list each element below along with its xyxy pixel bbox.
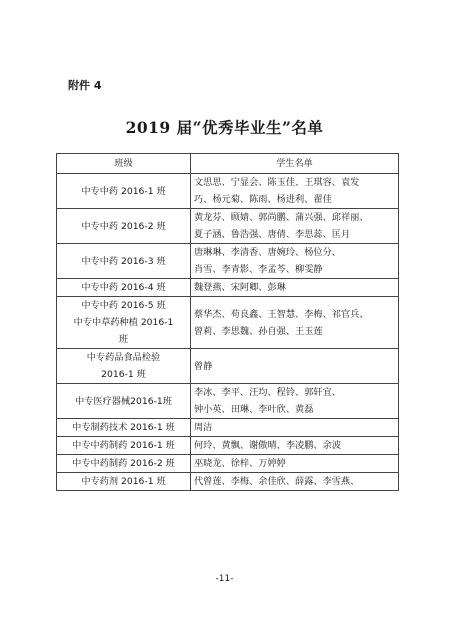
student-names-line: 肖雪、李青影、李孟芩、柳雯静 xyxy=(194,264,323,275)
student-names-line: 钟小英、田琳、李叶欣、黄磊 xyxy=(194,404,314,415)
student-names-line: 代曾莲、李梅、余佳欣、薛露、李雪燕、 xyxy=(194,476,360,487)
student-names-line: 巧、杨元菊、陈雨、杨进利、翟佳 xyxy=(194,194,332,205)
table-row xyxy=(57,174,399,209)
class-cell xyxy=(57,279,191,297)
class-line: 中专中药 2016-2 班 xyxy=(81,220,166,232)
student-names-line: 何玲、黄飘、谢傲晴、李凌鹏、余波 xyxy=(194,440,341,451)
student-names-cell xyxy=(191,455,399,473)
table-row xyxy=(57,473,399,491)
page-number: -11- xyxy=(215,574,234,584)
class-cell xyxy=(57,419,191,437)
table-row xyxy=(57,297,399,349)
class-line: 中专中药制药 2016-1 班 xyxy=(72,440,175,451)
class-line: 中专医疗器械2016-1班 xyxy=(75,395,172,407)
graduate-list-table xyxy=(56,153,399,491)
table-row xyxy=(57,209,399,244)
student-names-line: 夏子涵、鲁浩强、唐倩、李思蕊、匡月 xyxy=(194,229,351,240)
student-names-line: 曾静 xyxy=(194,360,213,372)
table-header-row xyxy=(57,154,399,174)
class-cell xyxy=(57,437,191,455)
student-names-line: 魏登燕、宋阿卿、彭琳 xyxy=(194,282,286,293)
column-header-class: 班级 xyxy=(57,154,191,174)
student-names-line: 周洁 xyxy=(194,422,213,433)
student-names-line: 李冰、李平、汪均、程铃、郭轩宜、 xyxy=(194,387,341,398)
class-line: 中专中药 2016-1 班 xyxy=(81,185,166,197)
class-line: 中专制药技术 2016-1 班 xyxy=(72,422,175,433)
class-cell xyxy=(57,473,191,491)
student-names-cell xyxy=(191,244,399,279)
student-names-line: 曾莉、李思魏、孙自强、王玉莲 xyxy=(194,325,323,337)
student-names-line: 文思思、宁显会、陈玉佳、王琪容、袁发 xyxy=(194,177,360,188)
student-names-cell xyxy=(191,384,399,419)
class-cell xyxy=(57,349,191,384)
table-row xyxy=(57,244,399,279)
class-cell xyxy=(57,244,191,279)
class-cell xyxy=(57,297,191,349)
class-cell xyxy=(57,455,191,473)
student-names-cell xyxy=(191,473,399,491)
table-row xyxy=(57,349,399,384)
table-row xyxy=(57,279,399,297)
student-names-line: 唐琳琳、李清香、唐婉玲、杨位分、 xyxy=(194,247,341,258)
student-names-line: 巫晓龙、徐梓、万婷婷 xyxy=(194,458,286,469)
class-line: 中专中药 2016-4 班 xyxy=(81,282,166,293)
table-row xyxy=(57,455,399,473)
student-names-cell xyxy=(191,437,399,455)
student-names-cell xyxy=(191,419,399,437)
student-names-cell xyxy=(191,349,399,384)
class-line: 中专中草药种植 2016-1 xyxy=(73,317,174,328)
student-names-line: 黄龙芬、顾婧、郭尚鹏、蒲兴强、邱祥丽、 xyxy=(194,212,369,223)
class-line: 中专中药 2016-3 班 xyxy=(81,255,166,267)
student-names-cell xyxy=(191,279,399,297)
student-names-cell xyxy=(191,174,399,209)
class-cell xyxy=(57,174,191,209)
class-line: 中专中药 2016-5 班 xyxy=(81,300,166,311)
table-row xyxy=(57,384,399,419)
table-row xyxy=(57,437,399,455)
column-header-students: 学生名单 xyxy=(191,154,399,174)
student-names-cell xyxy=(191,297,399,349)
class-line: 中专中药制药 2016-2 班 xyxy=(72,458,175,469)
document-title: 2019 届“优秀毕业生”名单 xyxy=(125,118,324,137)
class-line: 中专药剂 2016-1 班 xyxy=(81,476,166,487)
student-names-cell xyxy=(191,209,399,244)
annex-label: 附件 4 xyxy=(68,79,102,92)
class-line: 2016-1 班 xyxy=(101,369,146,380)
class-line: 中专药品食品检验 xyxy=(86,352,161,363)
class-cell xyxy=(57,384,191,419)
class-line: 班 xyxy=(118,334,129,345)
student-names-line: 蔡华杰、苟良鑫、王智慧、李梅、祁官兵、 xyxy=(194,308,369,320)
table-row xyxy=(57,419,399,437)
class-cell xyxy=(57,209,191,244)
